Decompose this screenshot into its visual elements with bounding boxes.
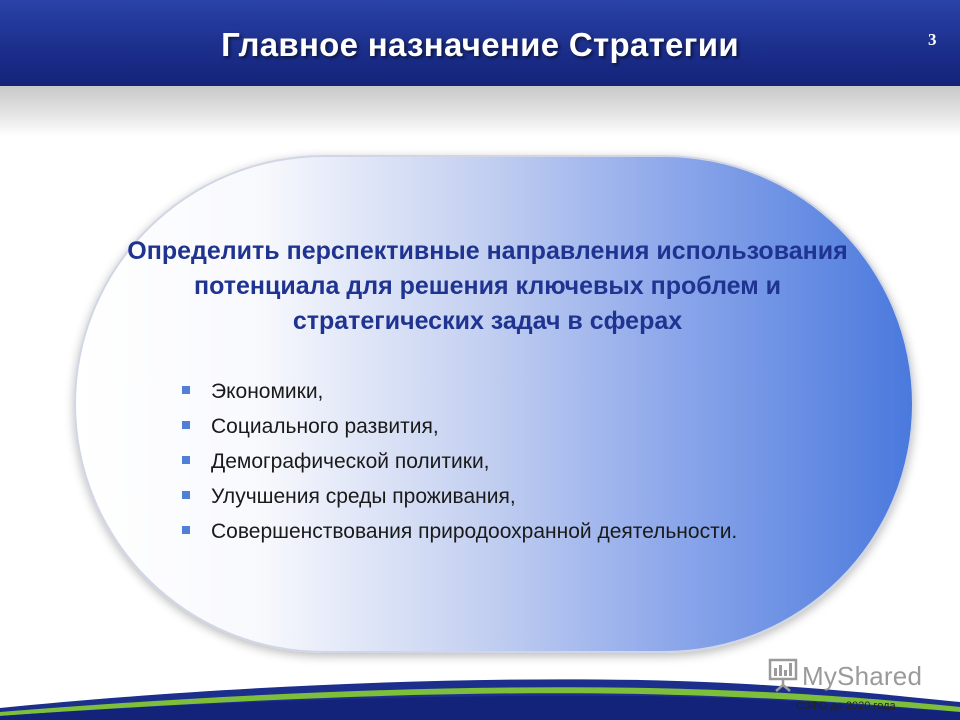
bullet-item-environment [182, 482, 742, 511]
content-heading: Определить перспективные направления использования потенциала для решения ключевых проблем и стратегических задач в сферах [127, 237, 848, 335]
bullet-text: Совершенствования природоохранной деятельности. [211, 520, 738, 543]
bullet-item-demography [182, 447, 742, 476]
bullet-text: Демографической политики, [211, 450, 490, 473]
bullet-text: Социального развития, [211, 415, 439, 438]
footer-caption: СЗФО до 2020 года [796, 700, 896, 712]
square-bullet-icon [182, 386, 190, 394]
square-bullet-icon [182, 491, 190, 499]
square-bullet-icon [182, 421, 190, 429]
slide-number: 3 [928, 30, 937, 49]
watermark-text: MyShared [802, 661, 923, 691]
square-bullet-icon [182, 526, 190, 534]
header-shadow-band [0, 86, 960, 136]
bullet-item-social [182, 412, 742, 441]
bullet-item-economy [182, 377, 742, 406]
bullet-text: Улучшения среды проживания, [211, 485, 516, 508]
bullet-list [182, 377, 742, 552]
myshared-watermark [768, 658, 928, 694]
bullet-item-nature-protection [182, 517, 742, 546]
bullet-text: Экономики, [211, 380, 324, 403]
presentation-board-icon [768, 658, 798, 692]
square-bullet-icon [182, 456, 190, 464]
slide-title: Главное назначение Стратегии [221, 26, 739, 63]
